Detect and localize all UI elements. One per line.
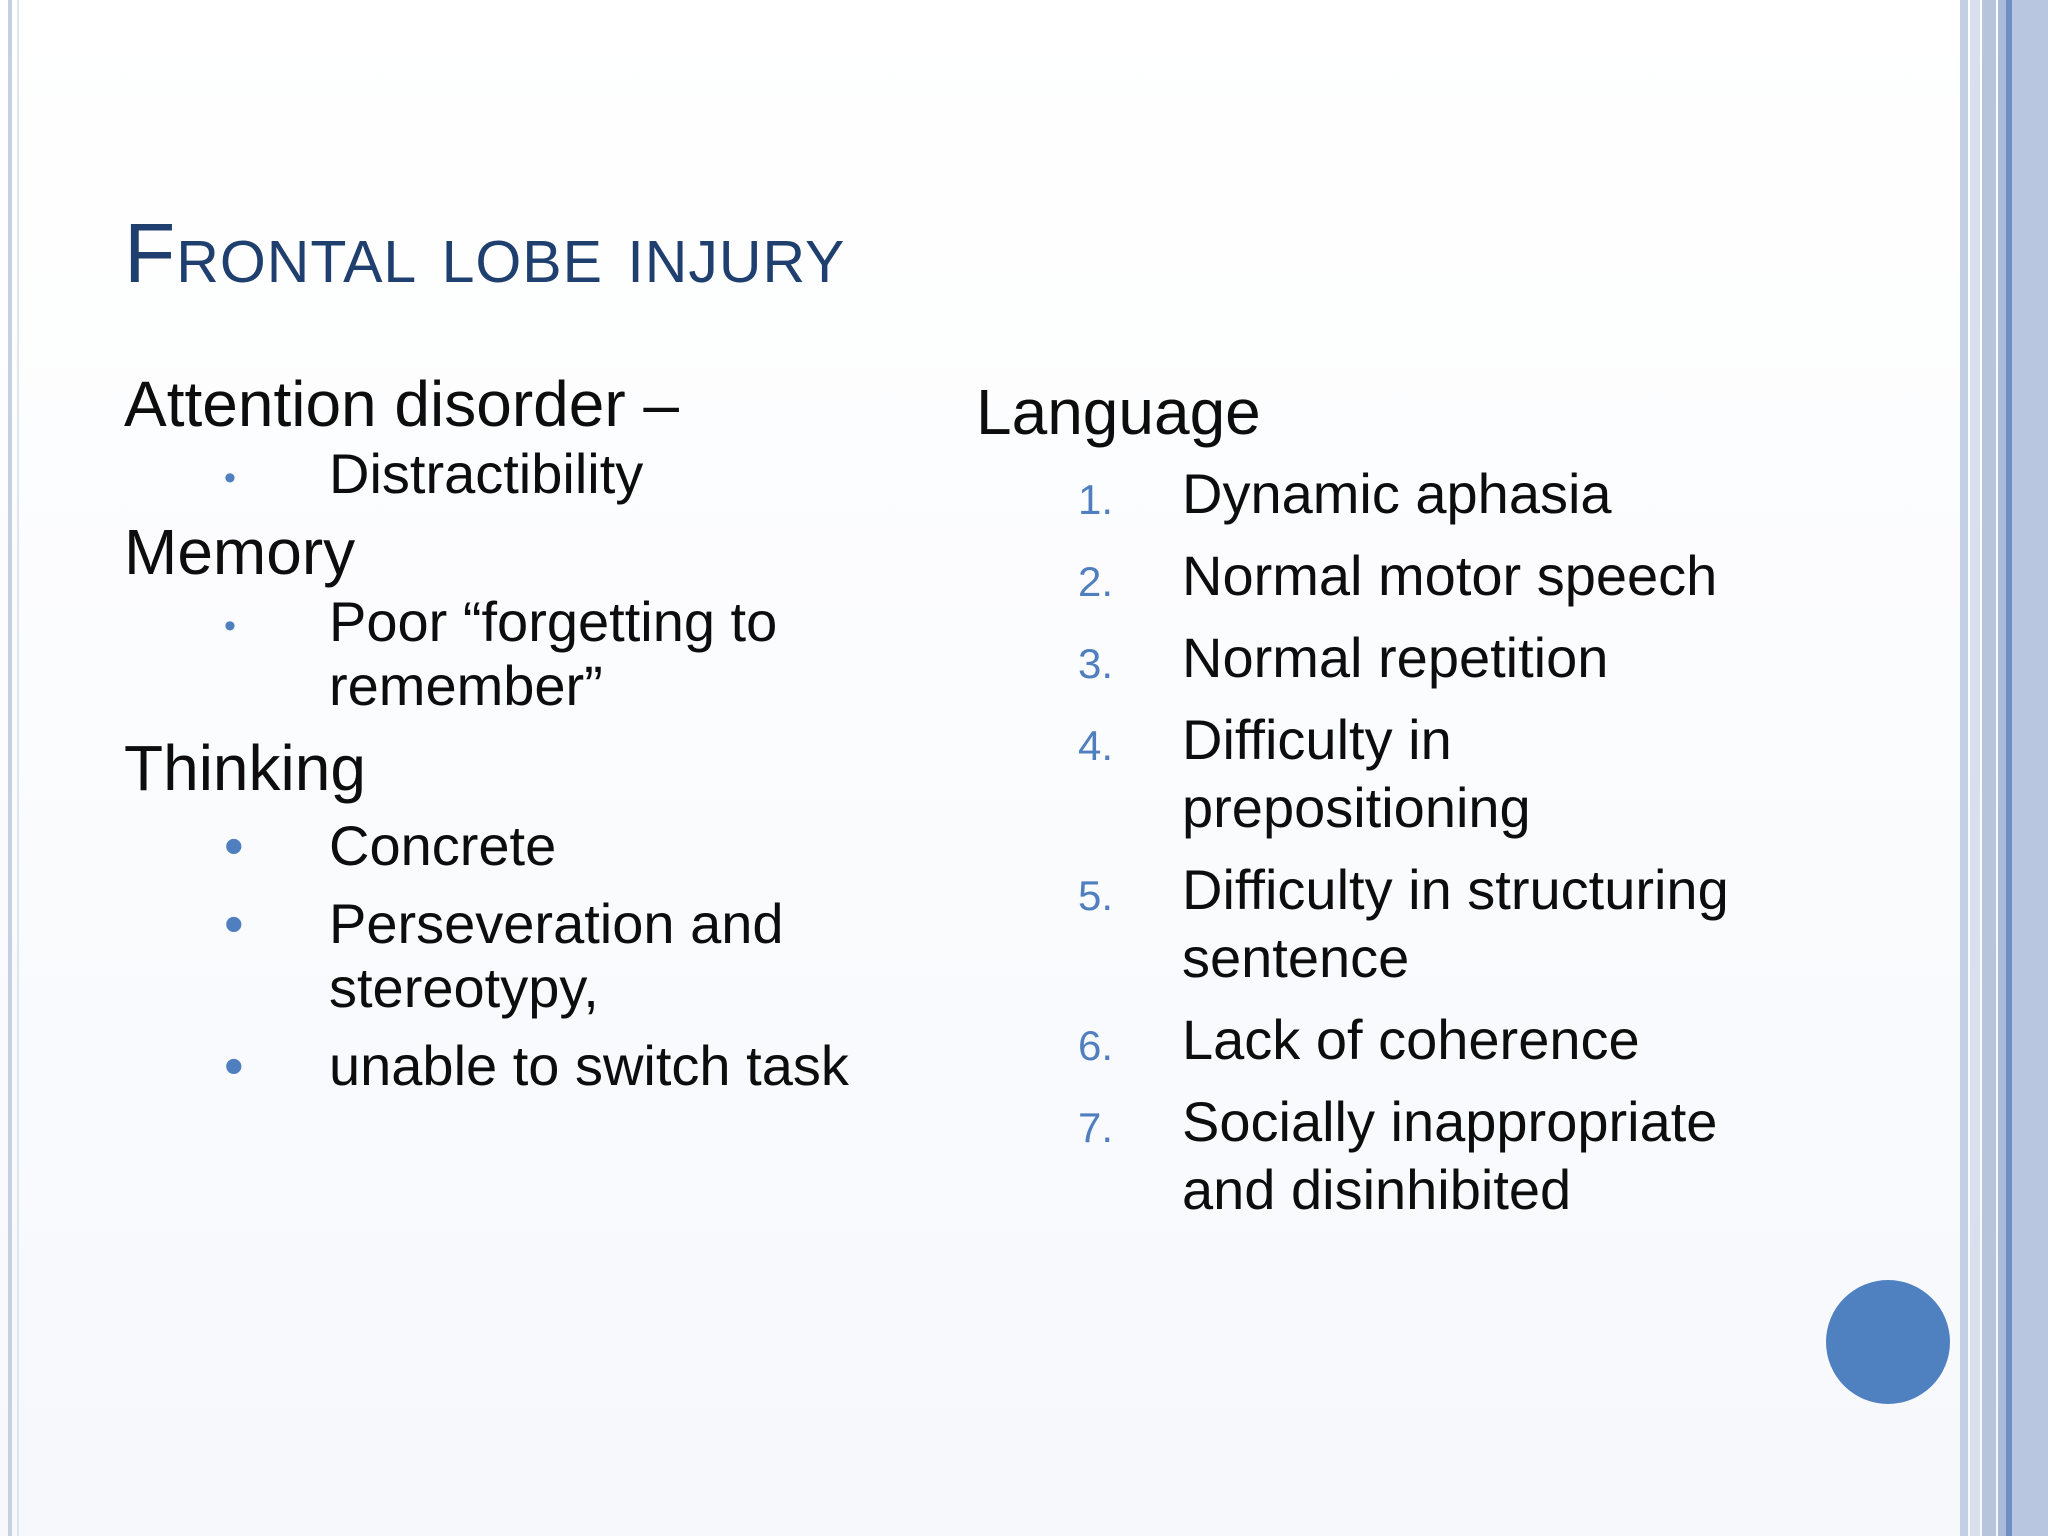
bullet-icon: • <box>224 892 244 955</box>
bullet-icon: • <box>224 459 236 497</box>
bullet-item <box>124 814 984 878</box>
numbered-item <box>976 1088 1802 1224</box>
bullet-text: Distractibility <box>329 442 644 505</box>
item-text: Normal repetition <box>1182 626 1609 689</box>
bullet-icon: • <box>224 814 244 877</box>
item-text: Dynamic aphasia <box>1182 462 1612 525</box>
decorative-circle <box>1826 1280 1950 1404</box>
item-number: 1. <box>1078 476 1114 523</box>
numbered-item <box>976 706 1602 842</box>
bullet-item <box>124 892 969 1020</box>
right-column <box>976 374 1876 1224</box>
item-number: 2. <box>1078 558 1114 605</box>
right-decor-band <box>1982 0 1996 1536</box>
bullet-text: unable to switch task <box>329 1034 849 1097</box>
right-decor-band <box>2012 0 2048 1536</box>
bullet-item <box>124 1034 984 1098</box>
item-text: Difficulty in structuring sentence <box>1182 858 1729 989</box>
section-heading-memory: Memory <box>124 516 356 588</box>
bullet-icon: • <box>224 607 236 645</box>
item-number: 6. <box>1078 1022 1114 1069</box>
item-number: 7. <box>1078 1104 1114 1151</box>
item-text: Socially inappropriate and disinhibited <box>1182 1090 1718 1221</box>
right-decor-band <box>1970 0 1980 1536</box>
bullet-text: Perseveration and stereotypy, <box>329 892 784 1019</box>
right-decor-band <box>1960 0 1968 1536</box>
item-text: Normal motor speech <box>1182 544 1718 607</box>
bullet-item <box>124 590 969 718</box>
numbered-item <box>976 542 1876 610</box>
bullet-text: Concrete <box>329 814 557 877</box>
numbered-item <box>976 460 1876 528</box>
section-heading-attention: Attention disorder – <box>124 368 679 440</box>
left-column <box>124 366 984 1098</box>
section-heading-language: Language <box>976 376 1261 448</box>
item-number: 5. <box>1078 872 1114 919</box>
section-heading-thinking: Thinking <box>124 732 366 804</box>
left-border-line <box>8 0 12 1536</box>
item-text: Lack of coherence <box>1182 1008 1640 1071</box>
numbered-item <box>976 1006 1876 1074</box>
item-number: 3. <box>1078 640 1114 687</box>
bullet-item <box>124 442 984 506</box>
slide-title: Frontal lobe injury <box>124 206 846 300</box>
item-text: Difficulty in prepositioning <box>1182 708 1531 839</box>
numbered-item <box>976 856 1802 992</box>
item-number: 4. <box>1078 722 1114 769</box>
bullet-icon: • <box>224 1034 244 1097</box>
left-border-line-inner <box>17 0 19 1536</box>
right-decor-band <box>1998 0 2006 1536</box>
numbered-item <box>976 624 1876 692</box>
bullet-text: Poor “forgetting to remember” <box>329 590 778 717</box>
